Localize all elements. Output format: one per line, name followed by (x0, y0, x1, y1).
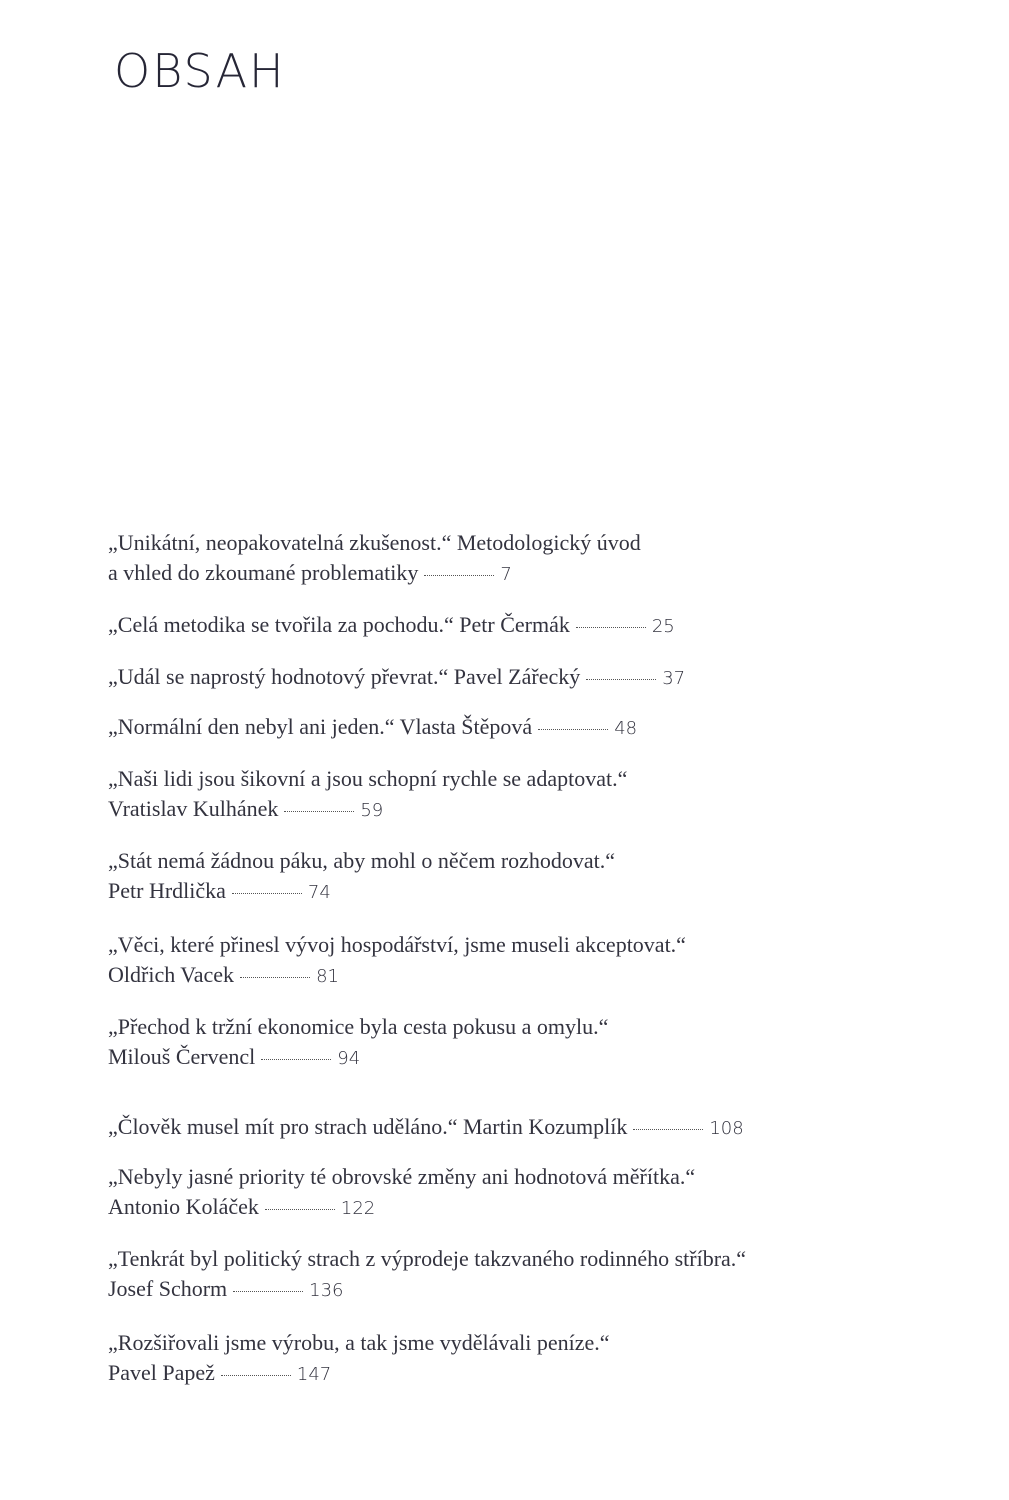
toc-entry-author: Pavel Papež (108, 1360, 215, 1385)
toc-entry[interactable] (108, 1162, 908, 1224)
toc-page-number: 25 (651, 616, 675, 637)
toc-entry-title: „Přechod k tržní ekonomice byla cesta pokusu a omylu.“ (108, 1014, 609, 1039)
dot-leader (221, 1374, 291, 1376)
toc-entry-title: „Věci, které přinesl vývoj hospodářství, jsme museli akceptovat.“ (108, 932, 686, 957)
toc-entry[interactable] (108, 1328, 908, 1390)
dot-leader (586, 678, 656, 680)
toc-page-number: 7 (500, 564, 512, 585)
toc-entry[interactable] (108, 1244, 908, 1306)
toc-page-number: 37 (662, 668, 686, 689)
toc-entry[interactable] (108, 1012, 908, 1074)
toc-page-number: 108 (709, 1118, 744, 1139)
dot-leader (633, 1128, 703, 1130)
toc-entry-author: Milouš Červencl (108, 1044, 256, 1069)
toc-entry[interactable] (108, 610, 908, 642)
dot-leader (232, 892, 302, 894)
toc-entry-author: Antonio Koláček (108, 1194, 259, 1219)
dot-leader (284, 810, 354, 812)
toc-entry[interactable] (108, 764, 908, 826)
toc-entry-author: Oldřich Vacek (108, 962, 235, 987)
toc-page-number: 59 (360, 800, 384, 821)
toc-entry[interactable] (108, 930, 908, 992)
toc-page-number: 81 (316, 966, 339, 987)
toc-entry-title: „Člověk musel mít pro strach uděláno.“ Martin Kozumplík (108, 1114, 628, 1139)
dot-leader (424, 574, 494, 576)
dot-leader (240, 976, 310, 978)
toc-page-number: 48 (614, 718, 638, 739)
toc-entry[interactable] (108, 662, 908, 694)
toc-entry-title: „Tenkrát byl politický strach z výprodeje takzvaného rodinného stříbra.“ (108, 1246, 747, 1271)
toc-entry[interactable] (108, 846, 908, 908)
toc-entry-author: Josef Schorm (108, 1276, 228, 1301)
toc-page-number: 136 (309, 1280, 344, 1301)
toc-page-number: 122 (340, 1198, 376, 1219)
toc-entry-title: „Udál se naprostý hodnotový převrat.“ Pavel Zářecký (108, 664, 581, 689)
dot-leader (261, 1058, 331, 1060)
dot-leader (233, 1290, 303, 1292)
toc-entry[interactable] (108, 712, 908, 744)
toc-entry-title: „Unikátní, neopakovatelná zkušenost.“ Metodologický úvod (108, 530, 641, 555)
toc-entry-author: Petr Hrdlička (108, 878, 226, 903)
toc-page-number: 94 (337, 1048, 361, 1069)
toc-entry-title: „Normální den nebyl ani jeden.“ Vlasta Štěpová (108, 714, 533, 739)
toc-entry[interactable] (108, 528, 908, 590)
toc-page-number: 74 (307, 882, 331, 903)
page-title: OBSAH (114, 44, 286, 98)
toc-entry-author: Vratislav Kulhánek (108, 796, 279, 821)
toc-entry-title: „Celá metodika se tvořila za pochodu.“ Petr Čermák (108, 612, 570, 637)
toc-entry-title: „Rozšiřovali jsme výrobu, a tak jsme vydělávali peníze.“ (108, 1330, 610, 1355)
toc-entry-title: „Stát nemá žádnou páku, aby mohl o něčem rozhodovat.“ (108, 848, 616, 873)
toc-entry[interactable] (108, 1112, 908, 1144)
toc-page-number: 147 (296, 1364, 332, 1385)
dot-leader (576, 626, 646, 628)
toc-entry-title: „Naši lidi jsou šikovní a jsou schopní rychle se adaptovat.“ (108, 766, 628, 791)
dot-leader (265, 1208, 335, 1210)
toc-entry-title: a vhled do zkoumané problematiky (108, 560, 419, 585)
dot-leader (538, 728, 608, 730)
toc-entry-title: „Nebyly jasné priority té obrovské změny ani hodnotová měřítka.“ (108, 1164, 696, 1189)
